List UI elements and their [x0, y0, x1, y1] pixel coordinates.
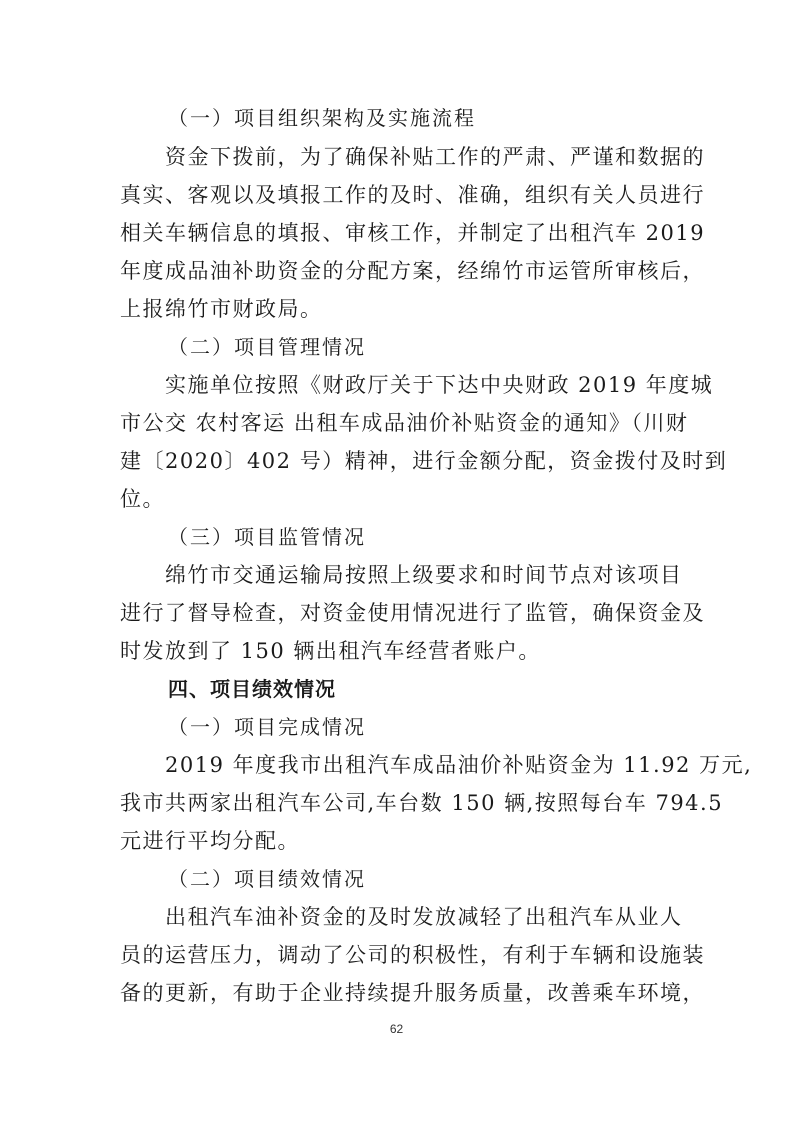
- paragraph-line: 进行了督导检查，对资金使用情况进行了监管，确保资金及: [120, 601, 705, 625]
- paragraph-line: 员的运营压力，调动了公司的积极性，有利于车辆和设施装: [120, 943, 705, 967]
- paragraph-line: 市公交 农村客运 出租车成品油价补贴资金的通知》（川财: [120, 411, 689, 435]
- paragraph-line: 上报绵竹市财政局。: [120, 297, 323, 321]
- section-heading-completion: （一）项目完成情况: [168, 715, 366, 739]
- paragraph-line: 出租汽车油补资金的及时发放减轻了出租汽车从业人: [165, 905, 683, 929]
- part-heading-performance: 四、项目绩效情况: [168, 677, 336, 701]
- paragraph-line: 年度成品油补助资金的分配方案，经绵竹市运管所审核后，: [120, 259, 705, 283]
- section-heading-results: （二）项目绩效情况: [168, 867, 366, 891]
- paragraph-line: 备的更新，有助于企业持续提升服务质量，改善乘车环境，: [120, 981, 705, 1005]
- paragraph-line: 相关车辆信息的填报、审核工作，并制定了出租汽车 2019: [120, 221, 706, 245]
- section-heading-organization: （一）项目组织架构及实施流程: [168, 106, 476, 130]
- paragraph-line: 时发放到了 150 辆出租汽车经营者账户。: [120, 639, 541, 663]
- paragraph-line: 建〔2020〕402 号）精神，进行金额分配，资金拨付及时到: [120, 449, 728, 473]
- section-heading-management: （二）项目管理情况: [168, 335, 366, 359]
- section-heading-supervision: （三）项目监管情况: [168, 525, 366, 549]
- paragraph-line: 我市共两家出租汽车公司,车台数 150 辆,按照每台车 794.5: [120, 791, 724, 815]
- paragraph-line: 实施单位按照《财政厅关于下达中央财政 2019 年度城: [165, 373, 714, 397]
- paragraph-line: 2019 年度我市出租汽车成品油价补贴资金为 11.92 万元,: [165, 753, 753, 777]
- paragraph-line: 位。: [120, 487, 165, 511]
- paragraph-line: 资金下拨前，为了确保补贴工作的严肃、严谨和数据的: [165, 145, 705, 169]
- page-number: 62: [389, 1022, 404, 1036]
- paragraph-line: 元进行平均分配。: [120, 829, 300, 853]
- paragraph-line: 真实、客观以及填报工作的及时、准确，组织有关人员进行: [120, 183, 705, 207]
- paragraph-line: 绵竹市交通运输局按照上级要求和时间节点对该项目: [165, 563, 683, 587]
